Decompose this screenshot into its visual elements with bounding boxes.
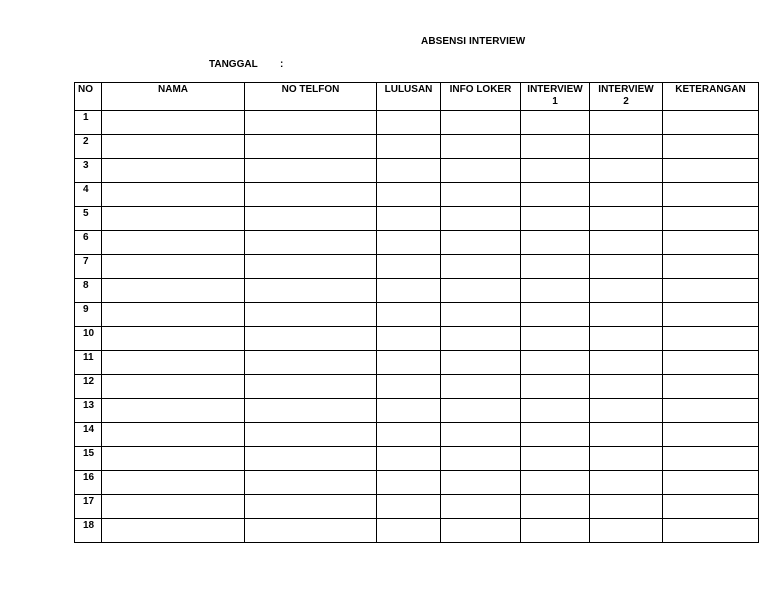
table-row <box>75 519 759 543</box>
cell-lulusan[interactable] <box>377 231 441 255</box>
cell-interview-2[interactable] <box>590 135 663 159</box>
cell-no-telfon[interactable] <box>245 375 377 399</box>
cell-no-telfon[interactable] <box>245 207 377 231</box>
cell-info-loker[interactable] <box>441 231 521 255</box>
table-row <box>75 327 759 351</box>
cell-lulusan[interactable] <box>377 399 441 423</box>
cell-lulusan[interactable] <box>377 423 441 447</box>
attendance-table <box>74 82 759 543</box>
cell-no-telfon[interactable] <box>245 399 377 423</box>
column-header-no-telfon <box>245 83 377 111</box>
cell-keterangan[interactable] <box>663 231 759 255</box>
cell-info-loker[interactable] <box>441 159 521 183</box>
table-row <box>75 111 759 135</box>
cell-no-telfon[interactable] <box>245 135 377 159</box>
table-body <box>75 111 759 543</box>
cell-no-telfon[interactable] <box>245 519 377 543</box>
cell-interview-1[interactable] <box>521 399 590 423</box>
cell-interview-2[interactable] <box>590 495 663 519</box>
cell-interview-2[interactable] <box>590 255 663 279</box>
cell-interview-2[interactable] <box>590 183 663 207</box>
cell-nama[interactable] <box>102 159 245 183</box>
cell-lulusan[interactable] <box>377 495 441 519</box>
cell-no-telfon[interactable] <box>245 327 377 351</box>
cell-info-loker[interactable] <box>441 495 521 519</box>
row-number-cell: 8 <box>75 279 102 303</box>
cell-interview-2[interactable] <box>590 447 663 471</box>
cell-lulusan[interactable] <box>377 255 441 279</box>
cell-lulusan[interactable] <box>377 447 441 471</box>
cell-no-telfon[interactable] <box>245 255 377 279</box>
cell-keterangan[interactable] <box>663 159 759 183</box>
cell-keterangan[interactable] <box>663 423 759 447</box>
cell-info-loker[interactable] <box>441 207 521 231</box>
table-row <box>75 303 759 327</box>
date-label: TANGGAL <box>209 59 258 70</box>
table-row <box>75 351 759 375</box>
row-number-cell: 12 <box>75 375 102 399</box>
cell-interview-1[interactable] <box>521 471 590 495</box>
table-row <box>75 183 759 207</box>
cell-lulusan[interactable] <box>377 327 441 351</box>
table-header-row <box>75 83 759 111</box>
table-row <box>75 135 759 159</box>
cell-interview-2[interactable] <box>590 327 663 351</box>
cell-nama[interactable] <box>102 231 245 255</box>
cell-interview-1[interactable] <box>521 447 590 471</box>
table-row <box>75 375 759 399</box>
cell-nama[interactable] <box>102 399 245 423</box>
cell-keterangan[interactable] <box>663 207 759 231</box>
cell-interview-1[interactable] <box>521 135 590 159</box>
cell-lulusan[interactable] <box>377 207 441 231</box>
column-header-label: 2 <box>623 96 629 107</box>
cell-lulusan[interactable] <box>377 351 441 375</box>
cell-lulusan[interactable] <box>377 183 441 207</box>
column-header-label: LULUSAN <box>384 84 433 95</box>
cell-nama[interactable] <box>102 471 245 495</box>
cell-no-telfon[interactable] <box>245 183 377 207</box>
cell-interview-2[interactable] <box>590 375 663 399</box>
cell-info-loker[interactable] <box>441 279 521 303</box>
cell-nama[interactable] <box>102 111 245 135</box>
row-number-cell: 18 <box>75 519 102 543</box>
row-number-cell: 5 <box>75 207 102 231</box>
cell-info-loker[interactable] <box>441 519 521 543</box>
cell-nama[interactable] <box>102 423 245 447</box>
cell-interview-1[interactable] <box>521 279 590 303</box>
cell-interview-1[interactable] <box>521 183 590 207</box>
cell-info-loker[interactable] <box>441 183 521 207</box>
document-title: ABSENSI INTERVIEW <box>421 36 526 47</box>
row-number-cell: 15 <box>75 447 102 471</box>
table-row <box>75 207 759 231</box>
cell-interview-1[interactable] <box>521 519 590 543</box>
column-header-label: NAMA <box>158 84 188 95</box>
row-number-cell: 6 <box>75 231 102 255</box>
table-row <box>75 423 759 447</box>
cell-lulusan[interactable] <box>377 159 441 183</box>
cell-nama[interactable] <box>102 327 245 351</box>
cell-nama[interactable] <box>102 495 245 519</box>
column-header-label: NO TELFON <box>281 84 340 95</box>
cell-lulusan[interactable] <box>377 279 441 303</box>
cell-nama[interactable] <box>102 375 245 399</box>
cell-nama[interactable] <box>102 351 245 375</box>
cell-info-loker[interactable] <box>441 399 521 423</box>
table-row <box>75 255 759 279</box>
cell-interview-2[interactable] <box>590 519 663 543</box>
cell-no-telfon[interactable] <box>245 111 377 135</box>
cell-keterangan[interactable] <box>663 351 759 375</box>
cell-lulusan[interactable] <box>377 375 441 399</box>
cell-info-loker[interactable] <box>441 135 521 159</box>
column-header-label: INTERVIEW <box>598 84 654 95</box>
cell-interview-2[interactable] <box>590 207 663 231</box>
cell-info-loker[interactable] <box>441 303 521 327</box>
cell-interview-1[interactable] <box>521 327 590 351</box>
cell-interview-1[interactable] <box>521 303 590 327</box>
row-number-cell: 3 <box>75 159 102 183</box>
cell-interview-1[interactable] <box>521 495 590 519</box>
cell-nama[interactable] <box>102 183 245 207</box>
cell-no-telfon[interactable] <box>245 279 377 303</box>
column-header-lulusan <box>377 83 441 111</box>
cell-info-loker[interactable] <box>441 447 521 471</box>
column-header-label: 1 <box>552 96 558 107</box>
cell-info-loker[interactable] <box>441 255 521 279</box>
column-header-nama <box>102 83 245 111</box>
cell-keterangan[interactable] <box>663 519 759 543</box>
row-number-cell: 7 <box>75 255 102 279</box>
table-row <box>75 279 759 303</box>
cell-interview-1[interactable] <box>521 375 590 399</box>
column-header-label: NO <box>78 84 93 95</box>
cell-keterangan[interactable] <box>663 279 759 303</box>
cell-lulusan[interactable] <box>377 135 441 159</box>
cell-interview-2[interactable] <box>590 399 663 423</box>
cell-interview-1[interactable] <box>521 231 590 255</box>
cell-nama[interactable] <box>102 447 245 471</box>
cell-interview-2[interactable] <box>590 303 663 327</box>
cell-keterangan[interactable] <box>663 135 759 159</box>
table-row <box>75 495 759 519</box>
cell-interview-1[interactable] <box>521 423 590 447</box>
cell-nama[interactable] <box>102 279 245 303</box>
cell-lulusan[interactable] <box>377 303 441 327</box>
row-number-cell: 13 <box>75 399 102 423</box>
column-header-label: KETERANGAN <box>675 84 746 95</box>
row-number-cell: 16 <box>75 471 102 495</box>
cell-keterangan[interactable] <box>663 471 759 495</box>
row-number-cell: 17 <box>75 495 102 519</box>
table-row <box>75 471 759 495</box>
cell-interview-2[interactable] <box>590 159 663 183</box>
column-header-label: INTERVIEW <box>527 84 583 95</box>
cell-no-telfon[interactable] <box>245 303 377 327</box>
cell-lulusan[interactable] <box>377 471 441 495</box>
cell-keterangan[interactable] <box>663 495 759 519</box>
cell-info-loker[interactable] <box>441 375 521 399</box>
cell-info-loker[interactable] <box>441 471 521 495</box>
cell-keterangan[interactable] <box>663 183 759 207</box>
cell-info-loker[interactable] <box>441 351 521 375</box>
cell-keterangan[interactable] <box>663 447 759 471</box>
column-header-interview-2 <box>590 83 663 111</box>
cell-nama[interactable] <box>102 255 245 279</box>
row-number-cell: 1 <box>75 111 102 135</box>
row-number-cell: 11 <box>75 351 102 375</box>
column-header-label: INFO LOKER <box>449 84 512 95</box>
column-header-no <box>75 83 102 111</box>
cell-no-telfon[interactable] <box>245 159 377 183</box>
cell-interview-2[interactable] <box>590 279 663 303</box>
cell-interview-1[interactable] <box>521 159 590 183</box>
table-row <box>75 231 759 255</box>
cell-keterangan[interactable] <box>663 111 759 135</box>
row-number-cell: 10 <box>75 327 102 351</box>
cell-nama[interactable] <box>102 135 245 159</box>
cell-lulusan[interactable] <box>377 111 441 135</box>
cell-keterangan[interactable] <box>663 303 759 327</box>
cell-keterangan[interactable] <box>663 399 759 423</box>
cell-no-telfon[interactable] <box>245 351 377 375</box>
cell-interview-1[interactable] <box>521 351 590 375</box>
cell-interview-2[interactable] <box>590 351 663 375</box>
date-separator: : <box>280 59 284 70</box>
cell-keterangan[interactable] <box>663 255 759 279</box>
cell-lulusan[interactable] <box>377 519 441 543</box>
cell-nama[interactable] <box>102 207 245 231</box>
row-number-cell: 2 <box>75 135 102 159</box>
cell-keterangan[interactable] <box>663 327 759 351</box>
cell-no-telfon[interactable] <box>245 231 377 255</box>
row-number-cell: 4 <box>75 183 102 207</box>
cell-interview-2[interactable] <box>590 231 663 255</box>
cell-keterangan[interactable] <box>663 375 759 399</box>
cell-nama[interactable] <box>102 303 245 327</box>
cell-info-loker[interactable] <box>441 327 521 351</box>
column-header-info-loker <box>441 83 521 111</box>
column-header-keterangan <box>663 83 759 111</box>
cell-nama[interactable] <box>102 519 245 543</box>
cell-no-telfon[interactable] <box>245 447 377 471</box>
table-row <box>75 399 759 423</box>
cell-info-loker[interactable] <box>441 423 521 447</box>
table-row <box>75 159 759 183</box>
cell-interview-1[interactable] <box>521 207 590 231</box>
table-row <box>75 447 759 471</box>
cell-no-telfon[interactable] <box>245 423 377 447</box>
row-number-cell: 14 <box>75 423 102 447</box>
cell-info-loker[interactable] <box>441 111 521 135</box>
row-number-cell: 9 <box>75 303 102 327</box>
cell-no-telfon[interactable] <box>245 471 377 495</box>
cell-no-telfon[interactable] <box>245 495 377 519</box>
column-header-interview-1 <box>521 83 590 111</box>
cell-interview-1[interactable] <box>521 111 590 135</box>
cell-interview-2[interactable] <box>590 423 663 447</box>
cell-interview-2[interactable] <box>590 471 663 495</box>
cell-interview-1[interactable] <box>521 255 590 279</box>
cell-interview-2[interactable] <box>590 111 663 135</box>
